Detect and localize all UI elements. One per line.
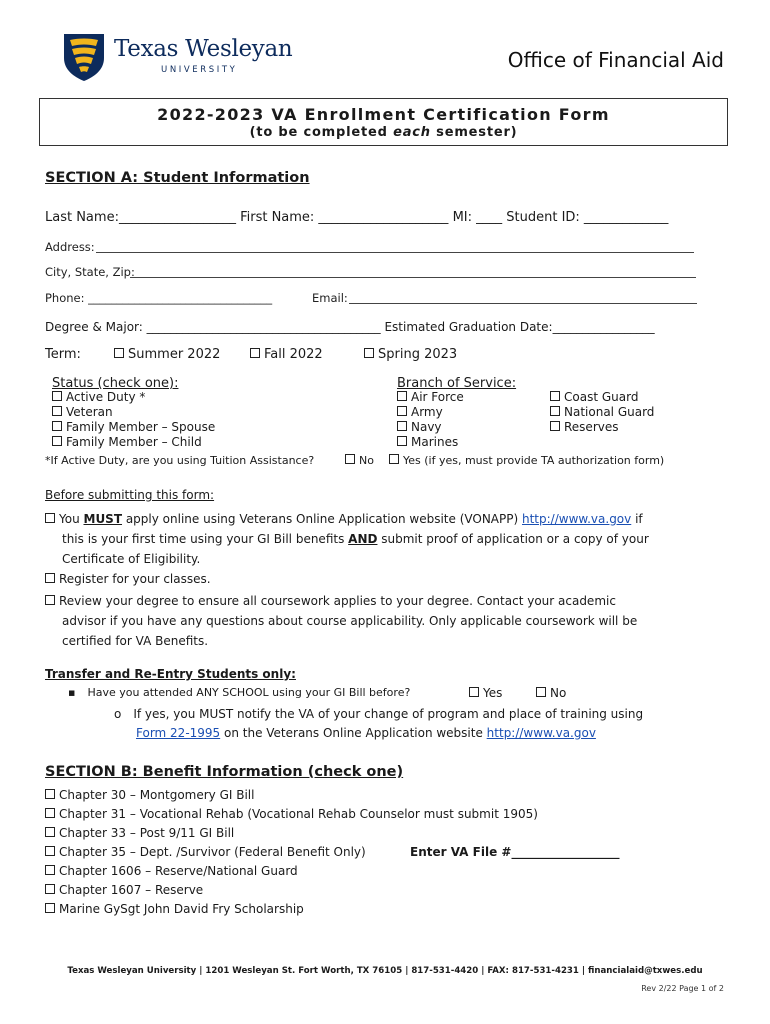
checkbox-icon	[45, 808, 55, 818]
checkbox-icon	[389, 454, 399, 464]
checkbox-icon[interactable]	[45, 595, 55, 605]
checkbox-icon	[469, 687, 479, 697]
transfer-heading: Transfer and Re-Entry Students only:	[45, 667, 296, 681]
before-item-apply: You MUST apply online using Veterans Online Application website (VONAPP) http://www.va.gov if	[45, 512, 643, 526]
checkbox-icon	[52, 421, 62, 431]
before-item-review-line2: advisor if you have any questions about course applicability. Only applicable coursework will be	[62, 614, 638, 628]
checkbox-icon	[550, 421, 560, 431]
checkbox-icon	[52, 406, 62, 416]
degree-row[interactable]: Degree & Major: _______________________________________ Estimated Graduation Date:_________________	[45, 320, 655, 334]
shield-icon	[62, 32, 106, 82]
checkbox-icon[interactable]	[45, 573, 55, 583]
checkbox-icon	[114, 348, 124, 358]
checkbox-icon	[250, 348, 260, 358]
form-title-box	[39, 98, 728, 146]
footer-revision: Rev 2/22 Page 1 of 2	[641, 984, 724, 993]
branch-reserves[interactable]: Reserves	[550, 420, 619, 434]
before-heading: Before submitting this form:	[45, 488, 215, 502]
section-b-heading: SECTION B: Benefit Information (check one)	[45, 764, 404, 780]
logo-name: Texas Wesleyan	[114, 36, 293, 62]
city-field[interactable]	[130, 277, 696, 278]
checkbox-icon	[45, 865, 55, 875]
footer-contact: Texas Wesleyan University | 1201 Wesleyan St. Fort Worth, TX 76105 | 817-531-4420 | FAX: 817-531-4231 | financialaid@txwes.edu	[67, 966, 703, 976]
address-label: Address:	[45, 240, 95, 254]
branch-heading: Branch of Service:	[397, 376, 517, 391]
checkbox-icon	[345, 454, 355, 464]
status-heading: Status (check one):	[52, 376, 179, 391]
transfer-sub-line1: o If yes, you MUST notify the VA of your change of program and place of training using	[114, 707, 644, 721]
transfer-yes-checkbox[interactable]: Yes	[469, 686, 502, 700]
before-item-register: Register for your classes.	[45, 572, 211, 586]
term-summer-checkbox[interactable]: Summer 2022	[114, 347, 220, 362]
branch-marines[interactable]: Marines	[397, 435, 458, 449]
before-item-review-line3: certified for VA Benefits.	[62, 634, 209, 648]
chapter-31-checkbox[interactable]: Chapter 31 – Vocational Rehab (Vocational Rehab Counselor must submit 1905)	[45, 807, 538, 821]
section-a-heading: SECTION A: Student Information	[45, 170, 310, 186]
checkbox-icon	[397, 406, 407, 416]
branch-air-force[interactable]: Air Force	[397, 390, 464, 404]
circle-bullet-icon: o	[114, 707, 122, 721]
before-item-review: Review your degree to ensure all coursework applies to your degree. Contact your academic	[45, 594, 616, 608]
address-field[interactable]	[96, 252, 694, 253]
checkbox-icon	[52, 436, 62, 446]
checkbox-icon	[550, 406, 560, 416]
checkbox-icon	[45, 884, 55, 894]
checkbox-icon	[397, 421, 407, 431]
checkbox-icon	[550, 391, 560, 401]
branch-national-guard[interactable]: National Guard	[550, 405, 654, 419]
chapter-35-checkbox[interactable]: Chapter 35 – Dept. /Survivor (Federal Benefit Only)	[45, 845, 366, 859]
term-label: Term:	[45, 347, 81, 362]
university-logo	[62, 32, 293, 82]
branch-army[interactable]: Army	[397, 405, 443, 419]
ta-yes-checkbox[interactable]: Yes (if yes, must provide TA authorization form)	[389, 454, 664, 467]
checkbox-icon	[397, 391, 407, 401]
ta-no-checkbox[interactable]: No	[345, 454, 374, 467]
checkbox-icon	[52, 391, 62, 401]
va-gov-link-2[interactable]: http://www.va.gov	[486, 726, 596, 740]
chapter-33-checkbox[interactable]: Chapter 33 – Post 9/11 GI Bill	[45, 826, 234, 840]
checkbox-icon	[364, 348, 374, 358]
before-item-apply-line3: Certificate of Eligibility.	[62, 552, 201, 566]
name-row[interactable]: Last Name:__________________ First Name: ____________________ MI: ____ Student ID: _____________	[45, 210, 669, 225]
term-fall-checkbox[interactable]: Fall 2022	[250, 347, 323, 362]
transfer-no-checkbox[interactable]: No	[536, 686, 566, 700]
form-subtitle: (to be completed each semester)	[249, 125, 518, 140]
city-label: City, State, Zip:	[45, 265, 135, 279]
checkbox-icon	[45, 827, 55, 837]
email-field[interactable]	[349, 303, 697, 304]
checkbox-icon	[45, 846, 55, 856]
bullet-icon: ▪	[68, 686, 76, 699]
status-active-duty[interactable]: Active Duty *	[52, 390, 145, 404]
term-spring-checkbox[interactable]: Spring 2023	[364, 347, 457, 362]
checkbox-icon	[536, 687, 546, 697]
form-22-1995-link[interactable]: Form 22-1995	[136, 726, 221, 740]
chapter-1607-checkbox[interactable]: Chapter 1607 – Reserve	[45, 883, 203, 897]
logo-subtitle: UNIVERSITY	[161, 65, 238, 75]
status-veteran[interactable]: Veteran	[52, 405, 113, 419]
transfer-sub-line2: Form 22-1995 on the Veterans Online Application website http://www.va.gov	[136, 726, 596, 740]
ta-question: *If Active Duty, are you using Tuition Assistance?	[45, 454, 315, 467]
checkbox-icon[interactable]	[45, 513, 55, 523]
office-title: Office of Financial Aid	[507, 48, 724, 72]
branch-navy[interactable]: Navy	[397, 420, 442, 434]
chapter-30-checkbox[interactable]: Chapter 30 – Montgomery GI Bill	[45, 788, 254, 802]
transfer-question: ▪ Have you attended ANY SCHOOL using your GI Bill before?	[68, 686, 411, 699]
chapter-1606-checkbox[interactable]: Chapter 1606 – Reserve/National Guard	[45, 864, 298, 878]
status-child[interactable]: Family Member – Child	[52, 435, 202, 449]
va-gov-link[interactable]: http://www.va.gov	[522, 512, 632, 526]
email-label: Email:	[312, 291, 348, 305]
before-item-apply-line2: this is your first time using your GI Bill benefits AND submit proof of application or a copy of your	[62, 532, 649, 546]
status-spouse[interactable]: Family Member – Spouse	[52, 420, 215, 434]
va-file-field[interactable]: Enter VA File #__________________	[410, 845, 620, 859]
fry-scholarship-checkbox[interactable]: Marine GySgt John David Fry Scholarship	[45, 902, 304, 916]
checkbox-icon	[397, 436, 407, 446]
branch-coast-guard[interactable]: Coast Guard	[550, 390, 638, 404]
form-title: 2022-2023 VA Enrollment Certification Form	[157, 105, 610, 124]
checkbox-icon	[45, 789, 55, 799]
phone-label[interactable]: Phone: ________________________________	[45, 291, 273, 305]
checkbox-icon	[45, 903, 55, 913]
